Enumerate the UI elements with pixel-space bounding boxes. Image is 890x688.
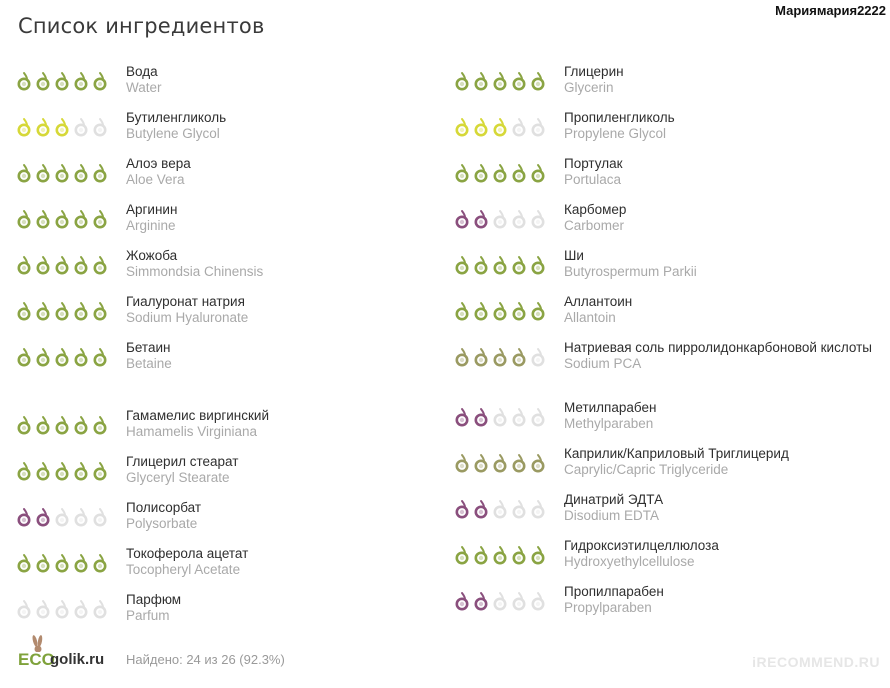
safety-rating	[454, 64, 564, 95]
ingredient-names	[126, 110, 456, 142]
ingredient-name-ru: Гидроксиэтилцеллюлоза	[564, 538, 719, 553]
ingredient-name-en: Parfum	[126, 608, 170, 623]
rating-drop-icon	[511, 301, 527, 321]
ingredients-column-left	[16, 64, 456, 638]
rating-drop-icon	[73, 461, 89, 481]
ingredient-row[interactable]	[16, 202, 456, 248]
rating-drop-icon	[35, 163, 51, 183]
ingredient-name-en: Carbomer	[564, 218, 625, 233]
rating-drop-icon	[473, 545, 489, 565]
rating-drop-icon	[492, 255, 508, 275]
rating-drop-icon	[73, 347, 89, 367]
ingredient-row[interactable]	[454, 400, 890, 446]
ingredient-name-ru: Глицерин	[564, 64, 624, 79]
ingredient-name-en: Hydroxyethylcellulose	[564, 554, 695, 569]
rating-drop-icon	[473, 301, 489, 321]
safety-rating	[16, 592, 126, 623]
ingredient-names	[564, 492, 890, 524]
ingredient-names	[126, 340, 456, 372]
rating-drop-icon	[473, 453, 489, 473]
rating-drop-icon	[16, 553, 32, 573]
rating-drop-icon	[492, 301, 508, 321]
rating-drop-icon	[492, 209, 508, 229]
ingredient-row[interactable]	[16, 64, 456, 110]
rating-drop-icon	[454, 591, 470, 611]
rating-drop-icon	[511, 407, 527, 427]
rating-drop-icon	[473, 163, 489, 183]
ingredient-names	[564, 156, 890, 188]
rating-drop-icon	[492, 71, 508, 91]
ingredient-row[interactable]	[16, 340, 456, 408]
ingredient-row[interactable]	[16, 454, 456, 500]
ingredient-name-ru: Пропилпарабен	[564, 584, 664, 599]
safety-rating	[454, 248, 564, 279]
ingredient-name-ru: Алоэ вера	[126, 156, 191, 171]
rating-drop-icon	[54, 461, 70, 481]
ingredient-name-en: Propylparaben	[564, 600, 652, 615]
rating-drop-icon	[511, 255, 527, 275]
ingredient-name-en: Glycerin	[564, 80, 614, 95]
rating-drop-icon	[73, 163, 89, 183]
ingredient-names	[126, 592, 456, 624]
rating-drop-icon	[54, 209, 70, 229]
rating-drop-icon	[54, 599, 70, 619]
safety-rating	[16, 64, 126, 95]
ingredient-names	[126, 202, 456, 234]
rating-drop-icon	[492, 407, 508, 427]
ingredient-names	[126, 408, 456, 440]
ingredient-names	[126, 454, 456, 486]
ingredient-name-ru: Парфюм	[126, 592, 182, 607]
rating-drop-icon	[492, 545, 508, 565]
rating-drop-icon	[92, 117, 108, 137]
rating-drop-icon	[73, 507, 89, 527]
ingredient-names	[126, 500, 456, 532]
ingredient-names	[564, 64, 890, 96]
ingredient-name-en: Sodium Hyaluronate	[126, 310, 249, 325]
ingredient-row[interactable]	[16, 110, 456, 156]
rating-drop-icon	[454, 347, 470, 367]
rating-drop-icon	[16, 255, 32, 275]
safety-rating	[16, 546, 126, 577]
ingredient-names	[564, 400, 890, 432]
rating-drop-icon	[16, 301, 32, 321]
rating-drop-icon	[454, 545, 470, 565]
rating-drop-icon	[530, 71, 546, 91]
rating-drop-icon	[16, 415, 32, 435]
ingredient-names	[564, 248, 890, 280]
rating-drop-icon	[73, 209, 89, 229]
ingredient-name-en: Portulaca	[564, 172, 622, 187]
ingredient-name-en: Methylparaben	[564, 416, 654, 431]
rating-drop-icon	[54, 507, 70, 527]
rating-drop-icon	[530, 301, 546, 321]
rating-drop-icon	[35, 209, 51, 229]
safety-rating	[16, 340, 126, 371]
ingredient-row[interactable]	[454, 584, 890, 630]
safety-rating	[16, 156, 126, 187]
rating-drop-icon	[454, 117, 470, 137]
rating-drop-icon	[511, 209, 527, 229]
rating-drop-icon	[511, 347, 527, 367]
ingredient-name-en: Propylene Glycol	[564, 126, 667, 141]
ingredient-row[interactable]	[454, 492, 890, 538]
ingredient-name-en: Butyrospermum Parkii	[564, 264, 697, 279]
rating-drop-icon	[92, 599, 108, 619]
rating-drop-icon	[16, 117, 32, 137]
rating-drop-icon	[73, 553, 89, 573]
safety-rating	[16, 408, 126, 439]
ingredient-name-en: Hamamelis Virginiana	[126, 424, 258, 439]
ingredients-column-right	[454, 64, 890, 630]
rating-drop-icon	[473, 499, 489, 519]
rating-drop-icon	[16, 347, 32, 367]
rating-drop-icon	[530, 163, 546, 183]
rating-drop-icon	[54, 255, 70, 275]
ingredient-row[interactable]	[454, 446, 890, 492]
rating-drop-icon	[530, 545, 546, 565]
ingredient-name-en: Butylene Glycol	[126, 126, 220, 141]
rating-drop-icon	[511, 71, 527, 91]
rating-drop-icon	[92, 71, 108, 91]
rating-drop-icon	[530, 209, 546, 229]
safety-rating	[454, 400, 564, 431]
rating-drop-icon	[35, 301, 51, 321]
ingredient-name-ru: Вода	[126, 64, 158, 79]
ingredient-name-ru: Пропиленгликоль	[564, 110, 675, 125]
ingredient-name-ru: Жожоба	[126, 248, 178, 263]
rating-drop-icon	[473, 255, 489, 275]
ingredient-row[interactable]	[454, 340, 890, 400]
safety-rating	[454, 202, 564, 233]
rating-drop-icon	[92, 301, 108, 321]
rating-drop-icon	[492, 163, 508, 183]
rating-drop-icon	[473, 347, 489, 367]
rating-drop-icon	[73, 71, 89, 91]
ingredient-name-en: Glyceryl Stearate	[126, 470, 230, 485]
rating-drop-icon	[530, 453, 546, 473]
page-title: Список ингредиентов	[18, 14, 265, 38]
ingredient-name-ru: Портулак	[564, 156, 623, 171]
rating-drop-icon	[511, 453, 527, 473]
rating-drop-icon	[35, 71, 51, 91]
ingredient-names	[564, 340, 890, 372]
ingredient-name-ru: Бутиленгликоль	[126, 110, 227, 125]
rating-drop-icon	[54, 415, 70, 435]
rating-drop-icon	[92, 415, 108, 435]
ingredient-row[interactable]	[16, 294, 456, 340]
rating-drop-icon	[454, 301, 470, 321]
rating-drop-icon	[454, 71, 470, 91]
ingredient-name-en: Betaine	[126, 356, 172, 371]
rating-drop-icon	[492, 117, 508, 137]
rating-drop-icon	[492, 591, 508, 611]
rating-drop-icon	[530, 499, 546, 519]
rating-drop-icon	[35, 255, 51, 275]
safety-rating	[454, 340, 564, 371]
rating-drop-icon	[454, 163, 470, 183]
rating-drop-icon	[16, 599, 32, 619]
rating-drop-icon	[73, 415, 89, 435]
rating-drop-icon	[473, 209, 489, 229]
ingredient-name-en: Polysorbate	[126, 516, 198, 531]
ingredient-row[interactable]	[454, 64, 890, 110]
rating-drop-icon	[73, 301, 89, 321]
ingredient-name-ru: Глицерил стеарат	[126, 454, 239, 469]
ingredient-name-en: Aloe Vera	[126, 172, 185, 187]
ingredient-name-ru: Гиалуронат натрия	[126, 294, 245, 309]
ingredient-name-ru: Каприлик/Каприловый Триглицерид	[564, 446, 789, 461]
safety-rating	[454, 584, 564, 615]
ingredient-names	[564, 110, 890, 142]
safety-rating	[454, 446, 564, 477]
logo-golik-text: golik.ru	[50, 651, 105, 668]
safety-rating	[16, 294, 126, 325]
ingredient-names	[126, 294, 456, 326]
ingredient-row[interactable]	[16, 592, 456, 638]
rating-drop-icon	[92, 255, 108, 275]
ingredient-row[interactable]	[16, 248, 456, 294]
ingredient-row[interactable]	[454, 248, 890, 294]
safety-rating	[454, 538, 564, 569]
ingredient-name-ru: Натриевая соль пирролидонкарбоновой кислоты	[564, 340, 872, 355]
username-link[interactable]: Мариямария2222	[775, 3, 886, 18]
rating-drop-icon	[454, 209, 470, 229]
ecogolik-logo[interactable]	[18, 640, 118, 674]
rating-drop-icon	[92, 553, 108, 573]
rating-drop-icon	[92, 507, 108, 527]
ingredient-name-en: Simmondsia Chinensis	[126, 264, 264, 279]
ingredient-row[interactable]	[16, 156, 456, 202]
rating-drop-icon	[530, 117, 546, 137]
rating-drop-icon	[92, 163, 108, 183]
ingredient-row[interactable]	[16, 546, 456, 592]
rating-drop-icon	[473, 117, 489, 137]
rating-drop-icon	[16, 507, 32, 527]
rating-drop-icon	[454, 453, 470, 473]
rating-drop-icon	[35, 415, 51, 435]
rating-drop-icon	[454, 499, 470, 519]
safety-rating	[16, 248, 126, 279]
ingredient-row[interactable]	[454, 202, 890, 248]
rating-drop-icon	[54, 163, 70, 183]
rating-drop-icon	[54, 553, 70, 573]
ingredient-name-en: Caprylic/Capric Triglyceride	[564, 462, 729, 477]
safety-rating	[16, 110, 126, 141]
ingredient-row[interactable]	[454, 110, 890, 156]
rating-drop-icon	[54, 117, 70, 137]
rating-drop-icon	[35, 117, 51, 137]
rating-drop-icon	[454, 255, 470, 275]
ingredient-name-ru: Аллантоин	[564, 294, 633, 309]
ingredient-name-ru: Динатрий ЭДТА	[564, 492, 664, 507]
ingredient-names	[564, 446, 890, 478]
rating-drop-icon	[530, 255, 546, 275]
rating-drop-icon	[511, 499, 527, 519]
ingredient-row[interactable]	[16, 500, 456, 546]
rating-drop-icon	[530, 407, 546, 427]
rating-drop-icon	[511, 117, 527, 137]
rating-drop-icon	[492, 453, 508, 473]
ingredient-names	[564, 202, 890, 234]
safety-rating	[454, 156, 564, 187]
rating-drop-icon	[473, 591, 489, 611]
rating-drop-icon	[454, 407, 470, 427]
rating-drop-icon	[16, 163, 32, 183]
rating-drop-icon	[473, 71, 489, 91]
ingredient-name-en: Disodium EDTA	[564, 508, 660, 523]
safety-rating	[16, 202, 126, 233]
rating-drop-icon	[511, 591, 527, 611]
safety-rating	[16, 500, 126, 531]
rating-drop-icon	[530, 591, 546, 611]
ingredient-names	[564, 538, 890, 570]
rating-drop-icon	[92, 461, 108, 481]
ingredient-row[interactable]	[454, 294, 890, 340]
rating-drop-icon	[92, 209, 108, 229]
safety-rating	[454, 294, 564, 325]
ingredient-name-ru: Гамамелис виргинский	[126, 408, 269, 423]
rating-drop-icon	[511, 545, 527, 565]
ingredient-name-en: Water	[126, 80, 162, 95]
ingredient-name-en: Arginine	[126, 218, 176, 233]
rating-drop-icon	[73, 599, 89, 619]
rating-drop-icon	[35, 507, 51, 527]
ingredient-name-ru: Полисорбат	[126, 500, 202, 515]
ingredient-name-ru: Ши	[564, 248, 584, 263]
logo-eco-text: ECO	[18, 650, 55, 669]
safety-rating	[454, 492, 564, 523]
ingredient-row[interactable]	[16, 408, 456, 454]
ingredient-row[interactable]	[454, 156, 890, 202]
rating-drop-icon	[54, 347, 70, 367]
ingredient-name-en: Sodium PCA	[564, 356, 642, 371]
rating-drop-icon	[492, 347, 508, 367]
rating-drop-icon	[54, 301, 70, 321]
ingredient-names	[126, 546, 456, 578]
ingredient-name-en: Allantoin	[564, 310, 616, 325]
ingredient-name-ru: Бетаин	[126, 340, 171, 355]
rating-drop-icon	[530, 347, 546, 367]
rating-drop-icon	[35, 553, 51, 573]
ingredient-names	[126, 248, 456, 280]
rating-drop-icon	[16, 209, 32, 229]
rating-drop-icon	[92, 347, 108, 367]
rating-drop-icon	[492, 499, 508, 519]
ingredient-name-en: Tocopheryl Acetate	[126, 562, 241, 577]
rating-drop-icon	[73, 255, 89, 275]
ingredient-name-ru: Метилпарабен	[564, 400, 657, 415]
ingredient-row[interactable]	[454, 538, 890, 584]
rating-drop-icon	[35, 461, 51, 481]
rating-drop-icon	[54, 71, 70, 91]
rating-drop-icon	[16, 71, 32, 91]
ingredient-names	[564, 294, 890, 326]
ingredient-names	[126, 156, 456, 188]
ingredient-names	[564, 584, 890, 616]
rating-drop-icon	[511, 163, 527, 183]
rating-drop-icon	[35, 599, 51, 619]
safety-rating	[454, 110, 564, 141]
safety-rating	[16, 454, 126, 485]
rating-drop-icon	[16, 461, 32, 481]
rating-drop-icon	[73, 117, 89, 137]
ingredient-name-ru: Аргинин	[126, 202, 178, 217]
rating-drop-icon	[35, 347, 51, 367]
rating-drop-icon	[473, 407, 489, 427]
found-count-text: Найдено: 24 из 26 (92.3%)	[126, 652, 285, 667]
ingredient-name-ru: Карбомер	[564, 202, 627, 217]
ingredient-name-ru: Токоферола ацетат	[126, 546, 249, 561]
irecommend-watermark: iRECOMMEND.RU	[752, 654, 880, 670]
ingredient-names	[126, 64, 456, 96]
